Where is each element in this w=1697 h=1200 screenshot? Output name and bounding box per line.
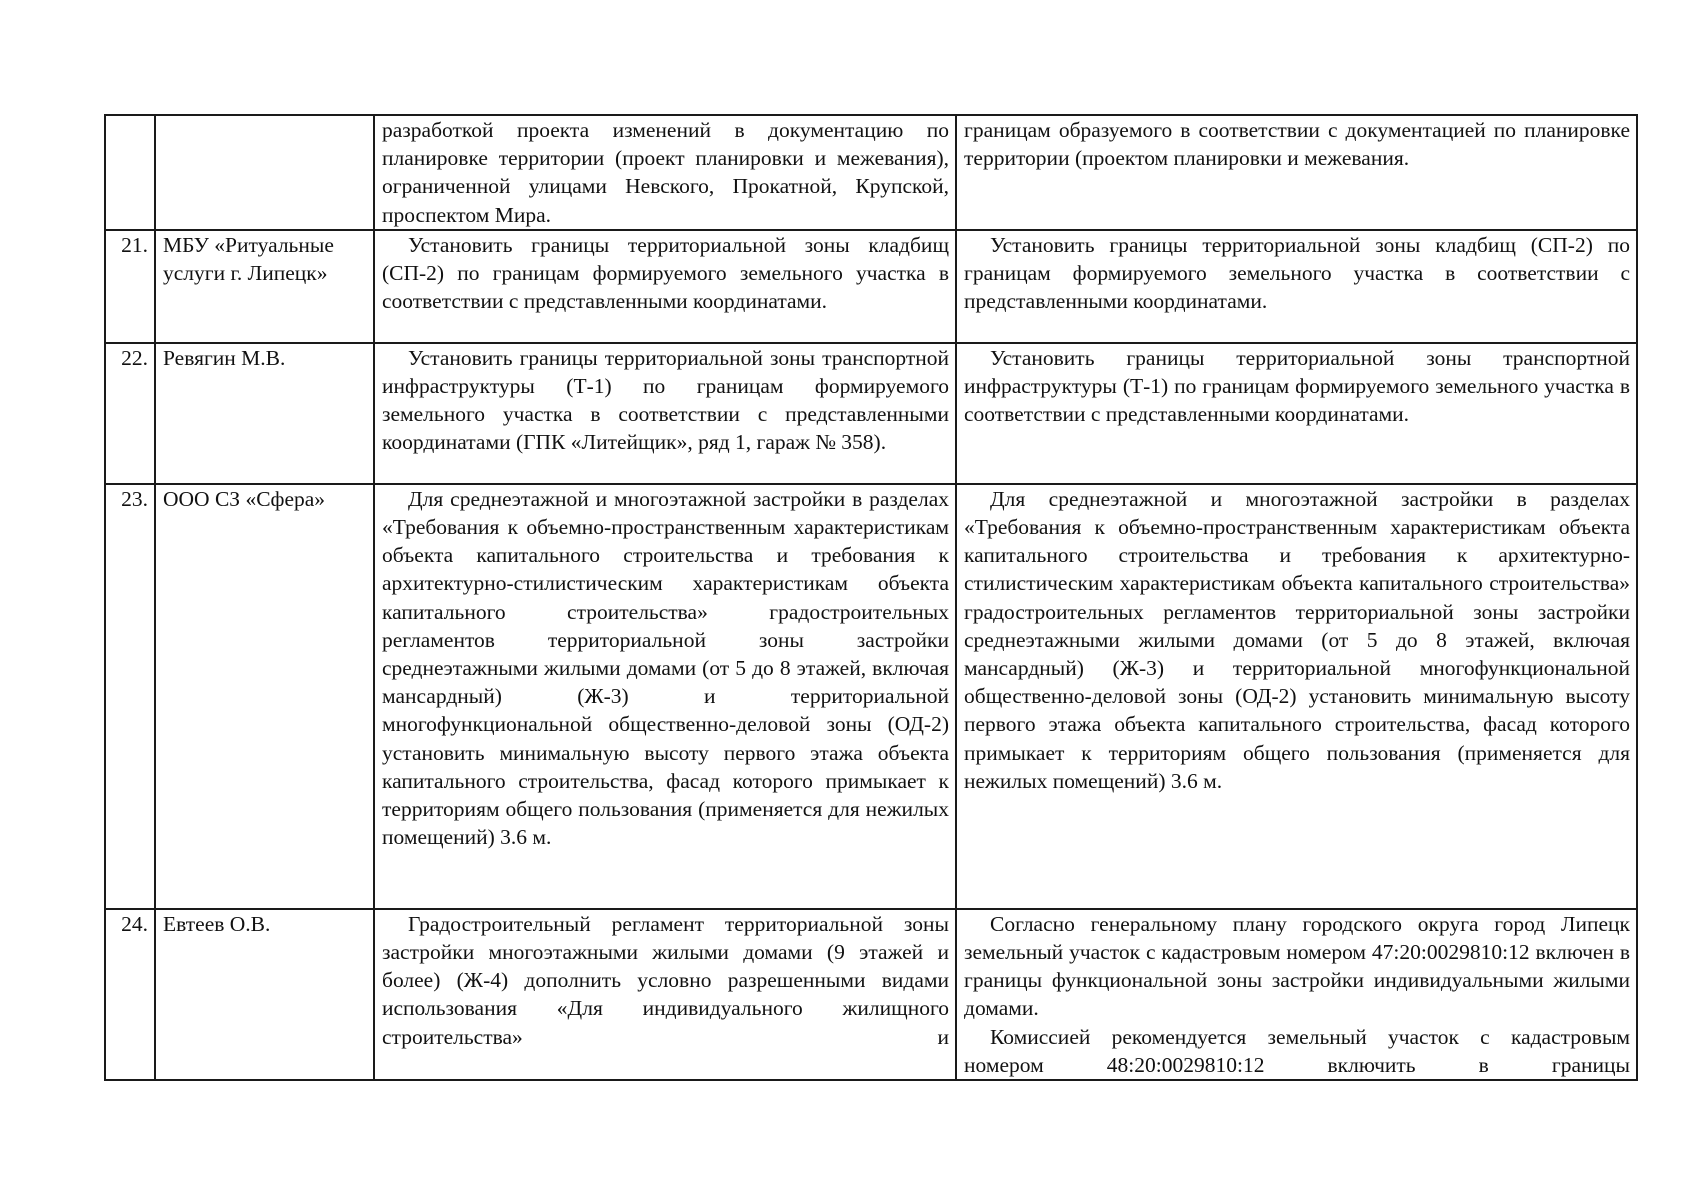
recommendation-cell: [956, 909, 1637, 1080]
recommendation-cell: [956, 115, 1637, 230]
applicant-name: ООО СЗ «Сфера»: [155, 484, 374, 909]
proposal-cell: [374, 484, 956, 909]
table-row: [105, 484, 1637, 909]
row-number: [105, 115, 155, 230]
recommendation-text: Установить границы территориальной зоны транспортной инфраструктуры (Т-1) по границам формируемого земельного участка в соответствии с представленными координатами.: [964, 345, 1630, 427]
row-number: 21.: [105, 230, 155, 343]
proposal-text: Установить границы территориальной зоны кладбищ (СП-2) по границам формируемого земельного участка в соответствии с представленными координатами.: [382, 232, 949, 314]
recommendation-cell: [956, 343, 1637, 484]
table-row: [105, 909, 1637, 1080]
proposal-text: Для среднеэтажной и многоэтажной застройки в разделах «Требования к объемно-пространственным характеристикам объекта капитального строительства и требования к архитектурно-стилистическим характеристикам объекта капитального строительства» градостроительных регламентов территориальной зоны застройки среднеэтажными жилыми домами (от 5 до 8 этажей, включая мансардный) (Ж-3) и территориальной многофункциональной общественно-деловой зоны (ОД-2) установить минимальную высоту первого этажа объекта капитального строительства, фасад которого примыкает к территориям общего пользования (применяется для нежилых помещений) 3.6 м.: [382, 486, 949, 850]
proposal-cell: [374, 230, 956, 343]
proposal-cell: [374, 343, 956, 484]
applicant-name: Ревягин М.В.: [155, 343, 374, 484]
table-row: [105, 115, 1637, 230]
proposals-table: [104, 114, 1638, 1081]
applicant-name: [155, 115, 374, 230]
row-number: 23.: [105, 484, 155, 909]
recommendation-cell: [956, 230, 1637, 343]
table-row: [105, 230, 1637, 343]
recommendation-text: Согласно генеральному плану городского округа город Липецк земельный участок с кадастровым номером 47:20:0029810:12 включен в границы функциональной зоны застройки индивидуальными жилыми домами.: [964, 911, 1630, 1021]
proposal-cell: [374, 115, 956, 230]
row-number: 22.: [105, 343, 155, 484]
row-number: 24.: [105, 909, 155, 1080]
applicant-name: МБУ «Ритуальные услуги г. Липецк»: [155, 230, 374, 343]
recommendation-text: Для среднеэтажной и многоэтажной застройки в разделах «Требования к объемно-пространственным характеристикам объекта капитального строительства и требования к архитектурно-стилистическим характеристикам объекта капитального строительства» градостроительных регламентов территориальной зоны застройки среднеэтажными жилыми домами (от 5 до 8 этажей, включая мансардный) (Ж-3) и территориальной многофункциональной общественно-деловой зоны (ОД-2) установить минимальную высоту первого этажа объекта капитального строительства, фасад которого примыкает к территориям общего пользования (применяется для нежилых помещений) 3.6 м.: [964, 486, 1630, 793]
proposal-text: Градостроительный регламент территориальной зоны застройки многоэтажными жилыми домами (9 этажей и более) (Ж-4) дополнить условно разрешенными видами использования «Для индивидуального жилищного строительства» и: [382, 911, 949, 1049]
proposal-cell: [374, 909, 956, 1080]
proposal-text: разработкой проекта изменений в документацию по планировке территории (проект планировки и межевания), ограниченной улицами Невского, Прокатной, Крупской, проспектом Мира.: [382, 118, 949, 227]
proposal-text: Установить границы территориальной зоны транспортной инфраструктуры (Т-1) по границам формируемого земельного участка в соответствии с представленными координатами (ГПК «Литейщик», ряд 1, гараж № 358).: [382, 345, 949, 455]
recommendation-cell: [956, 484, 1637, 909]
recommendation-text: границам образуемого в соответствии с документацией по планировке территории (проектом планировки и межевания.: [964, 118, 1630, 171]
recommendation-text: Установить границы территориальной зоны кладбищ (СП-2) по границам формируемого земельного участка в соответствии с представленными координатами.: [964, 232, 1630, 314]
recommendation-text: Комиссией рекомендуется земельный участок с кадастровым номером 48:20:0029810:12 включить в границы: [964, 1024, 1630, 1077]
table-row: [105, 343, 1637, 484]
applicant-name: Евтеев О.В.: [155, 909, 374, 1080]
